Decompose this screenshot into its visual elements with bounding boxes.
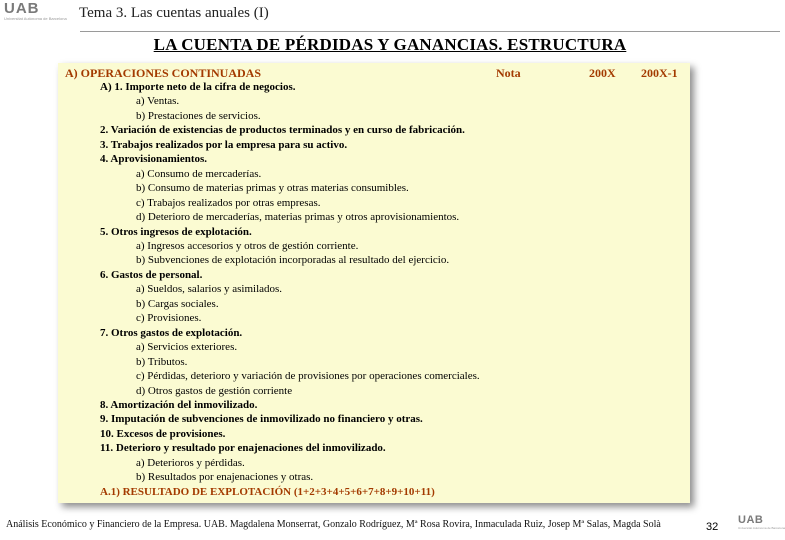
uab-logo (4, 2, 76, 32)
statement-line: 2. Variación de existencias de productos terminados y en curso de fabricación. (100, 124, 465, 137)
logo-mark: UAB (4, 0, 40, 17)
statement-line: 4. Aprovisionamientos. (100, 153, 208, 166)
statement-line: 3. Trabajos realizados por la empresa para su activo. (100, 138, 348, 151)
statement-line: A) 1. Importe neto de la cifra de negocios. (100, 81, 296, 93)
uab-logo-footer (738, 514, 785, 539)
column-header-nota: Nota (496, 66, 521, 80)
statement-line: b) Cargas sociales. (136, 297, 219, 310)
page-number: 32 (706, 521, 719, 533)
column-header-current-year: 200X (589, 66, 616, 80)
statement-line: c) Pérdidas, deterioro y variación de provisiones por operaciones comerciales. (136, 370, 480, 383)
logo-mark-footer: UAB (738, 514, 764, 526)
result-line: A.1) RESULTADO DE EXPLOTACIÓN (1+2+3+4+5+6+7+8+9+10+11) (100, 485, 435, 498)
statement-line: a) Ventas. (136, 95, 180, 108)
statement-line: d) Deterioro de mercaderías, materias primas y otros aprovisionamientos. (136, 211, 460, 224)
statement-line: c) Trabajos realizados por otras empresas. (136, 196, 321, 209)
statement-lines (58, 80, 690, 499)
statement-line: 9. Imputación de subvenciones de inmovilizado no financiero y otras. (100, 413, 423, 426)
statement-line: 10. Excesos de provisiones. (100, 427, 226, 440)
statement-line: a) Ingresos accesorios y otros de gestión corriente. (136, 239, 359, 252)
topic-title: Tema 3. Las cuentas anuales (I) (79, 5, 269, 21)
statement-line: b) Tributos. (136, 355, 188, 368)
footer-credits: Análisis Económico y Financiero de la Empresa. UAB. Magdalena Monserrat, Gonzalo Rodríguez, Mª Rosa Rovira, Inmaculada Ruiz, Josep Mª Salas, Magda Solà (6, 519, 661, 530)
logo-subtitle-footer: Universitat Autònoma de Barcelona (738, 526, 785, 530)
statement-line: d) Otros gastos de gestión corriente (136, 384, 293, 397)
column-header-prior-year: 200X-1 (641, 66, 678, 80)
slide-title: LA CUENTA DE PÉRDIDAS Y GANANCIAS. ESTRUCTURA (153, 35, 627, 54)
statement-line: b) Resultados por enajenaciones y otras. (136, 471, 314, 484)
statement-line: b) Prestaciones de servicios. (136, 109, 261, 122)
statement-line: a) Sueldos, salarios y asimilados. (136, 283, 283, 296)
statement-line: 11. Deterioro y resultado por enajenaciones del inmovilizado. (100, 442, 386, 455)
statement-line: a) Deterioros y pérdidas. (136, 456, 245, 469)
statement-line: 5. Otros ingresos de explotación. (100, 225, 252, 238)
statement-line: b) Subvenciones de explotación incorporadas al resultado del ejercicio. (136, 254, 450, 267)
statement-line: a) Servicios exteriores. (136, 341, 238, 354)
logo-subtitle: Universitat Autònoma de Barcelona (4, 16, 67, 21)
statement-line: c) Provisiones. (136, 312, 202, 325)
statement-line: 8. Amortización del inmovilizado. (100, 398, 258, 411)
income-statement-panel (58, 63, 690, 503)
statement-line: 6. Gastos de personal. (100, 268, 203, 281)
section-label: A) OPERACIONES CONTINUADAS (65, 66, 262, 80)
statement-line: 7. Otros gastos de explotación. (100, 326, 243, 339)
statement-line: a) Consumo de mercaderías. (136, 167, 262, 180)
header-divider (80, 31, 780, 32)
statement-line: b) Consumo de materias primas y otras materias consumibles. (136, 182, 409, 195)
